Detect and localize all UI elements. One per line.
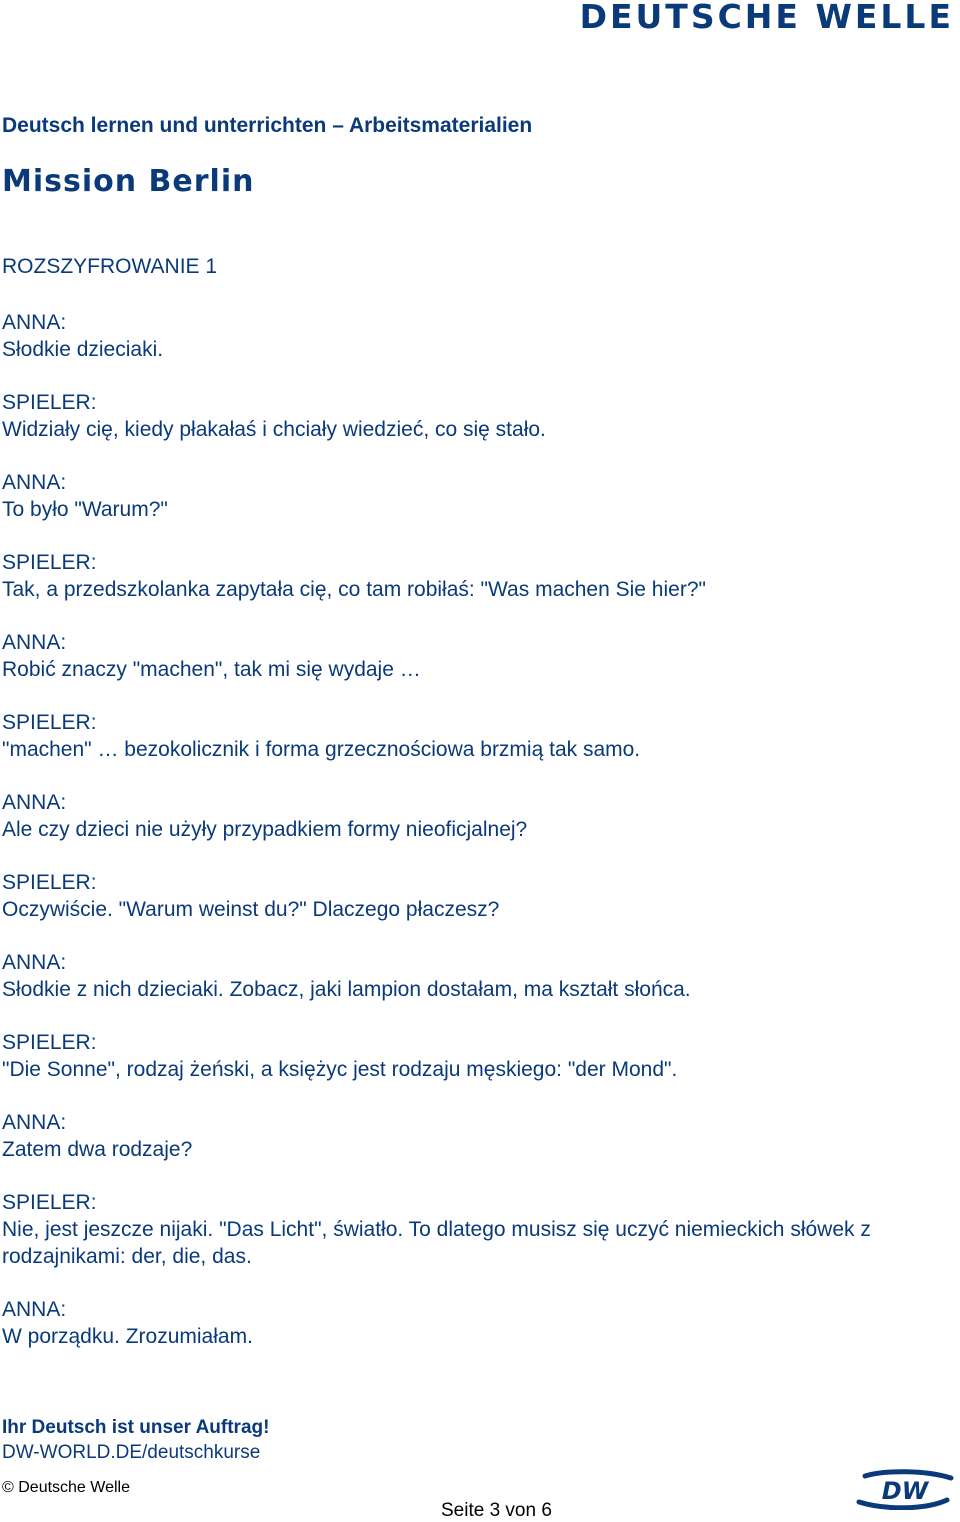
dialogue-line: Oczywiście. "Warum weinst du?" Dlaczego płaczesz? xyxy=(2,898,500,921)
section-heading: ROZSZYFROWANIE 1 xyxy=(2,255,218,278)
speaker-label: SPIELER: xyxy=(2,391,97,414)
dw-logo-icon xyxy=(855,1468,955,1510)
dialogue-turn xyxy=(2,549,952,603)
speaker-label: ANNA: xyxy=(2,791,67,814)
dw-logo-text: DW xyxy=(881,1477,929,1505)
dialogue-line: Robić znaczy "machen", tak mi się wydaje … xyxy=(2,658,421,681)
dialogue-line: Zatem dwa rodzaje? xyxy=(2,1138,193,1161)
dialogue-line: To było "Warum?" xyxy=(2,498,168,521)
speaker-label: SPIELER: xyxy=(2,711,97,734)
dialogue-turn xyxy=(2,709,952,763)
speaker-label: ANNA: xyxy=(2,311,67,334)
page-number: Seite 3 von 6 xyxy=(441,1500,552,1521)
dialogue-line: Ale czy dzieci nie użyły przypadkiem formy nieoficjalnej? xyxy=(2,818,528,841)
header-subtitle: Deutsch lernen und unterrichten – Arbeitsmaterialien xyxy=(2,114,533,137)
dialogue-turn xyxy=(2,629,952,683)
footer-url: DW-WORLD.DE/deutschkurse xyxy=(2,1442,261,1463)
dialogue-line: "machen" … bezokolicznik i forma grzecznościowa brzmią tak samo. xyxy=(2,738,641,761)
dialogue-turn xyxy=(2,389,952,443)
speaker-label: ANNA: xyxy=(2,951,67,974)
speaker-label: SPIELER: xyxy=(2,1191,97,1214)
speaker-label: ANNA: xyxy=(2,1111,67,1134)
dialogue-turn xyxy=(2,789,952,843)
dialogue-turn xyxy=(2,1109,952,1163)
speaker-label: SPIELER: xyxy=(2,1031,97,1054)
footer-slogan: Ihr Deutsch ist unser Auftrag! xyxy=(2,1417,270,1438)
dialogue-line: Słodkie dzieciaki. xyxy=(2,338,164,361)
footer-copyright: © Deutsche Welle xyxy=(2,1479,130,1496)
dialogue-line: Nie, jest jeszcze nijaki. "Das Licht", światło. To dlatego musisz się uczyć niemieckich słówek z rodzajnikami: der, die, das. xyxy=(2,1218,871,1268)
speaker-label: ANNA: xyxy=(2,631,67,654)
dialogue-turn xyxy=(2,469,952,523)
dialogue-transcript xyxy=(2,309,952,1376)
dialogue-turn xyxy=(2,949,952,1003)
dialogue-turn xyxy=(2,1029,952,1083)
dialogue-line: "Die Sonne", rodzaj żeński, a księżyc jest rodzaju męskiego: "der Mond". xyxy=(2,1058,678,1081)
dialogue-turn xyxy=(2,1296,952,1350)
speaker-label: ANNA: xyxy=(2,1298,67,1321)
dialogue-turn xyxy=(2,869,952,923)
dialogue-line: Tak, a przedszkolanka zapytała cię, co tam robiłaś: "Was machen Sie hier?" xyxy=(2,578,706,601)
dialogue-line: W porządku. Zrozumiałam. xyxy=(2,1325,253,1348)
brand-wordmark: DEUTSCHE WELLE xyxy=(579,0,954,36)
dialogue-turn xyxy=(2,309,952,363)
dialogue-line: Słodkie z nich dzieciaki. Zobacz, jaki lampion dostałam, ma kształt słońca. xyxy=(2,978,691,1001)
dialogue-turn xyxy=(2,1189,952,1270)
page-title: Mission Berlin xyxy=(2,164,255,199)
speaker-label: ANNA: xyxy=(2,471,67,494)
dialogue-line: Widziały cię, kiedy płakałaś i chciały wiedzieć, co się stało. xyxy=(2,418,546,441)
speaker-label: SPIELER: xyxy=(2,551,97,574)
speaker-label: SPIELER: xyxy=(2,871,97,894)
